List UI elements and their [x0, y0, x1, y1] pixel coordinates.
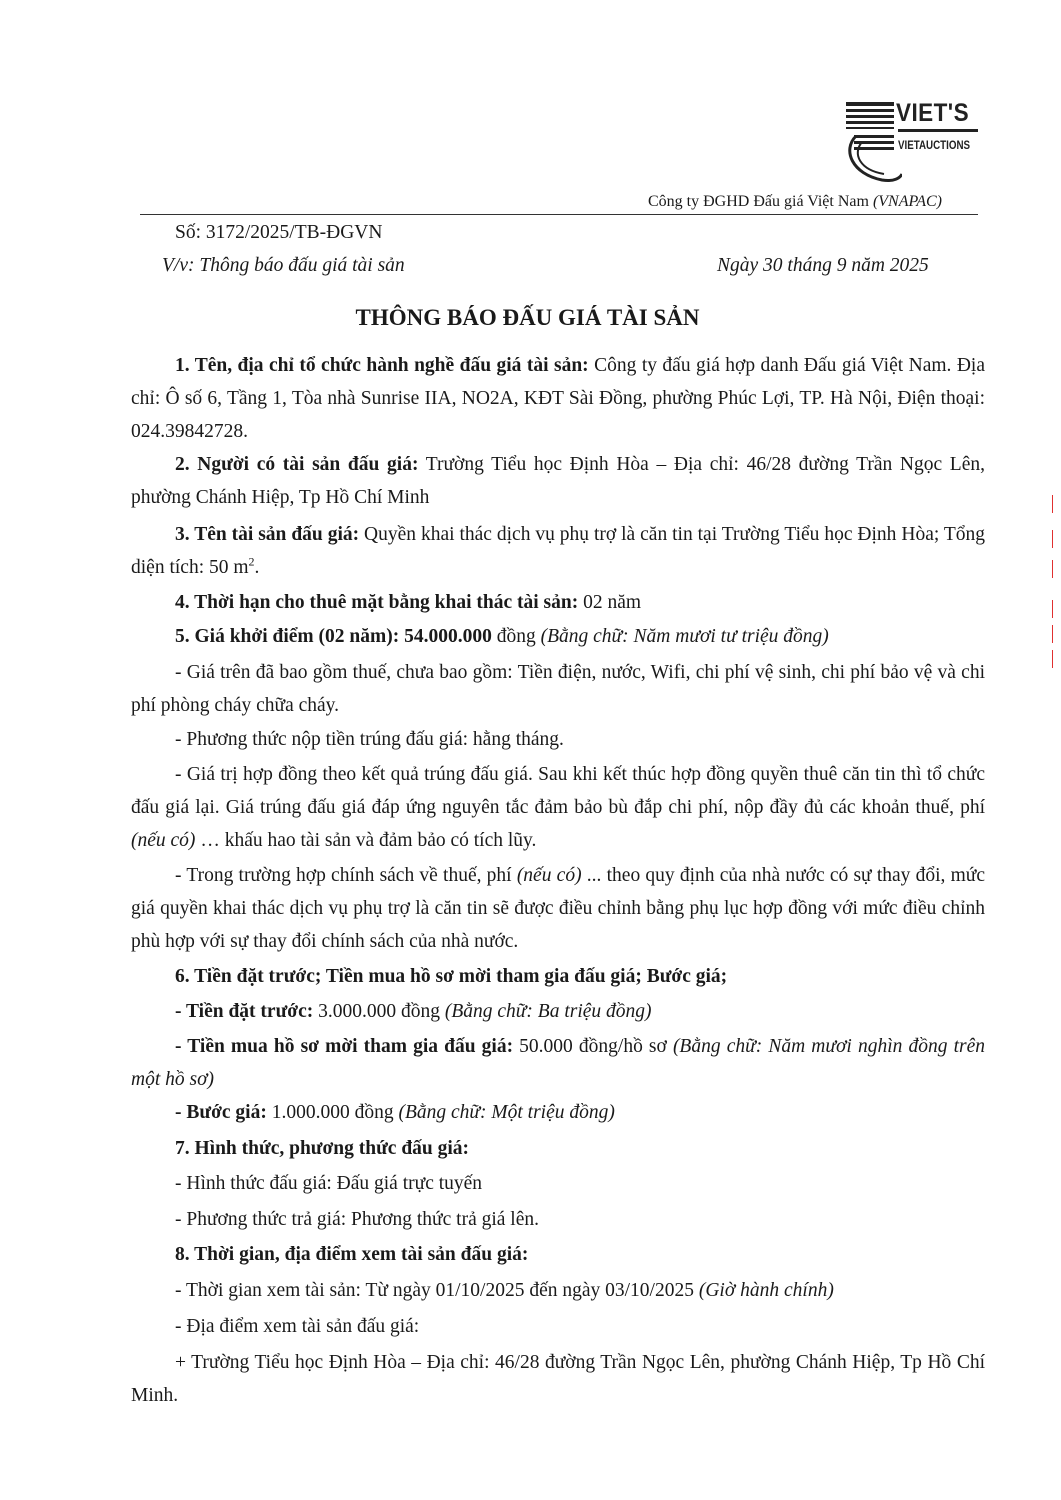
stamp-mark	[1052, 625, 1057, 643]
section-5-bullet-3-note: (nếu có)	[131, 830, 196, 851]
deposit-line	[131, 995, 985, 1028]
company-abbr: (VNAPAC)	[872, 193, 942, 210]
section-5-bullet-3-text-a: - Giá trị hợp đồng theo kết quả trúng đấu giá. Sau khi kết thúc hợp đồng quyền thuê căn tin thì tổ chức đấu giá lại. Giá trúng đấu giá đáp ứng nguyên tắc đảm bảo bù đắp chi phí, nộp đầy đủ các khoản thuế, phí	[131, 764, 985, 818]
document-number: Số: 3172/2025/TB-ĐGVN	[175, 222, 383, 243]
section-5-bullet-3-text-b: … khấu hao tài sản và đảm bảo có tích lũy.	[195, 830, 537, 851]
section-4	[131, 586, 985, 619]
viewing-time-text: - Thời gian xem tài sản: Từ ngày 01/10/2025 đến ngày 03/10/2025	[175, 1280, 699, 1301]
section-8-heading: 8. Thời gian, địa điểm xem tài sản đấu giá:	[175, 1244, 529, 1265]
document-title	[0, 305, 1061, 331]
document-fee-amount: 50.000 đồng/hồ sơ	[513, 1036, 673, 1057]
logo-stripe	[898, 128, 978, 136]
section-5-bullet-4	[131, 859, 985, 958]
section-2-text: Trường Tiểu học Định Hòa – Địa chỉ: 46/28 đường Trần Ngọc Lên, phường Chánh Hiệp, Tp Hồ Chí Minh	[131, 454, 985, 508]
section-8-bullet-2: - Địa điểm xem tài sản đấu giá:	[175, 1316, 420, 1337]
bid-step-amount: 1.000.000 đồng	[266, 1102, 399, 1123]
section-6-heading: 6. Tiền đặt trước; Tiền mua hồ sơ mời tham gia đấu giá; Bước giá;	[175, 966, 728, 987]
logo-emblem-icon	[842, 98, 902, 188]
stamp-mark	[1052, 530, 1057, 548]
section-5-bullet-1: - Giá trên đã bao gồm thuế, chưa bao gồm: Tiền điện, nước, Wifi, chi phí vệ sinh, chi phí bảo vệ và chi phí phòng cháy chữa cháy.	[131, 662, 985, 716]
section-2-label: 2. Người có tài sản đấu giá:	[175, 454, 419, 475]
deposit-amount: 3.000.000 đồng	[313, 1001, 445, 1022]
area-unit-superscript: 2	[248, 554, 255, 569]
stamp-mark	[1052, 650, 1057, 668]
viewing-time-note: (Giờ hành chính)	[698, 1280, 834, 1301]
company-logo	[842, 98, 982, 188]
section-3-text: Quyền khai thác dịch vụ phụ trợ là căn tin tại Trường Tiểu học Định Hòa; Tổng diện tích: 50 m	[131, 524, 985, 578]
section-2	[131, 448, 985, 514]
document-title-text: THÔNG BÁO ĐẤU GIÁ TÀI SẢN	[355, 305, 700, 330]
bid-step-words: (Bằng chữ: Một triệu đồng)	[398, 1102, 615, 1123]
bid-step-label: - Bước giá:	[175, 1102, 267, 1123]
bid-step-line	[131, 1096, 985, 1129]
section-5-bullet-2: - Phương thức nộp tiền trúng đấu giá: hằng tháng.	[175, 729, 564, 750]
stamp-mark	[1052, 495, 1057, 513]
header-rule	[140, 214, 978, 215]
section-3	[131, 518, 985, 584]
company-name-text: Công ty ĐGHD Đấu giá Việt Nam	[648, 193, 873, 210]
section-5-bullet-4-text-a: - Trong trường hợp chính sách về thuế, phí	[175, 865, 517, 886]
section-5-text: đồng	[491, 626, 541, 647]
section-7-bullet-1: - Hình thức đấu giá: Đấu giá trực tuyến	[175, 1173, 483, 1194]
section-8-bullet-1	[131, 1274, 985, 1307]
document-fee-label: - Tiền mua hồ sơ mời tham gia đấu giá:	[175, 1036, 514, 1057]
section-5-label: 5. Giá khởi điểm (02 năm): 54.000.000	[175, 626, 492, 647]
company-name	[648, 193, 942, 211]
section-1-label: 1. Tên, địa chỉ tổ chức hành nghề đấu giá tài sản:	[175, 355, 589, 376]
stamp-mark	[1052, 600, 1057, 618]
logo-sub-text: VIETAUCTIONS	[898, 140, 971, 152]
section-5	[131, 620, 985, 653]
stamp-mark	[1052, 560, 1057, 578]
section-5-bullet-3	[131, 758, 985, 857]
logo-main-text: VIET'S	[896, 99, 970, 127]
section-3-label: 3. Tên tài sản đấu giá:	[175, 524, 360, 545]
section-7-bullet-2: - Phương thức trả giá: Phương thức trả giá lên.	[175, 1209, 539, 1230]
section-8-bullet-3: + Trường Tiểu học Định Hòa – Địa chỉ: 46/28 đường Trần Ngọc Lên, phường Chánh Hiệp, Tp Hồ Chí Minh.	[131, 1352, 985, 1406]
section-5-bullet-4-text-b: ... theo quy định của nhà nước có sự thay đổi, mức giá quyền khai thác dịch vụ phụ trợ là căn tin sẽ được điều chỉnh bằng phụ lục hợp đồng với mức điều chỉnh phù hợp với sự thay đổi chính sách của nhà nước.	[131, 865, 985, 952]
document-fee-words: (Bằng chữ: Năm mươi nghìn đồng trên một hồ sơ)	[131, 1036, 985, 1090]
document-fee-line	[131, 1030, 985, 1096]
document-date: Ngày 30 tháng 9 năm 2025	[717, 255, 929, 276]
section-3-end: .	[254, 557, 260, 578]
section-4-label: 4. Thời hạn cho thuê mặt bằng khai thác tài sản:	[175, 592, 579, 613]
section-5-words: (Bằng chữ: Năm mươi tư triệu đồng)	[540, 626, 829, 647]
section-1	[131, 349, 985, 448]
section-4-text: 02 năm	[578, 592, 642, 613]
document-subject: V/v: Thông báo đấu giá tài sản	[162, 255, 405, 276]
section-5-bullet-4-note: (nếu có)	[516, 865, 582, 886]
deposit-label: - Tiền đặt trước:	[175, 1001, 314, 1022]
deposit-words: (Bằng chữ: Ba triệu đồng)	[444, 1001, 652, 1022]
section-7-heading: 7. Hình thức, phương thức đấu giá:	[175, 1138, 470, 1159]
section-1-text: Công ty đấu giá hợp danh Đấu giá Việt Nam. Địa chỉ: Ô số 6, Tầng 1, Tòa nhà Sunrise IIA, NO2A, KĐT Sài Đồng, phường Phúc Lợi, TP. Hà Nội, Điện thoại: 024.39842728.	[131, 355, 985, 442]
